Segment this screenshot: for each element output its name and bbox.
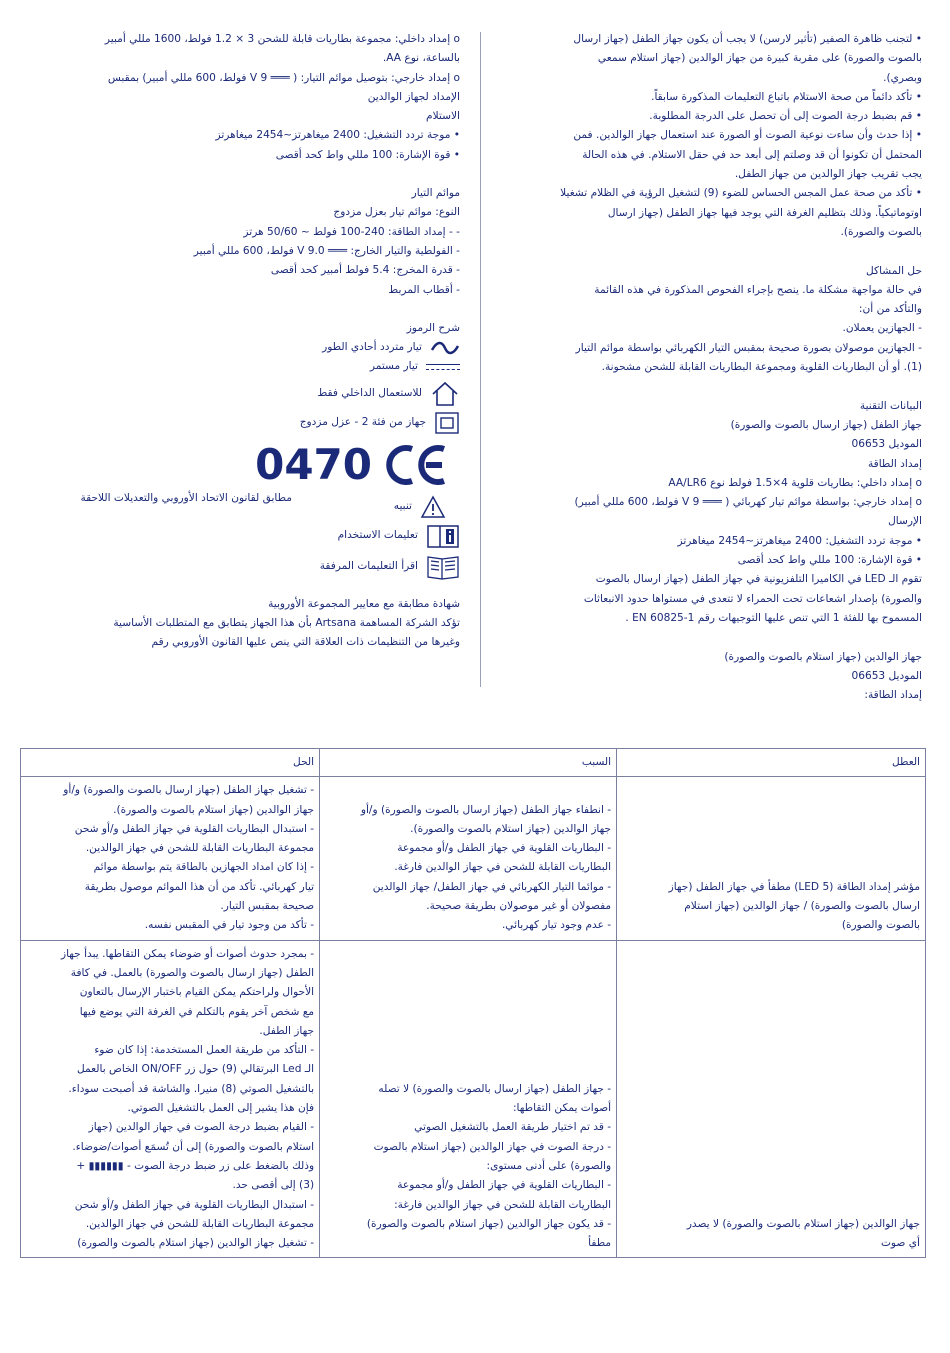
text-line: - أقطاب المربط [388,283,460,296]
cell-text-line: - بمجرد حدوث أصوات أو ضوضاء يمكن التقاطها. يبدأ جهاز [60,947,315,960]
cell-text-line: مجموعة البطاريات القابلة للشحن في جهاز الوالدين. [85,1217,315,1230]
cell-text-line: أصوات يمكن التقاطها: [512,1102,612,1115]
cell-text-line: جهاز الوالدين (جهاز استلام بالصوت والصورة). [113,803,315,816]
text-line: إمداد الطاقة [867,457,922,470]
cell-text-line: - تأكد من وجود تيار في المقبس نفسه. [144,919,315,932]
text-line: الموديل 06653 [851,669,922,682]
open-book-icon [426,553,460,581]
text-line: • لتجنب ظاهرة الصفير (تأثير لارسن) لا يجب أن يكون جهاز الطفل (جهاز ارسال [573,33,922,45]
text-line: في حالة مواجهة مشكلة ما. ينصح بإجراء الفحوص المذكورة في هذه القائمة [594,283,922,296]
text-line: بالصوت والصورة). [840,225,922,238]
cell-text-line: البطاريات القابلة للشحن في جهاز الوالدين فارغة: [394,1198,612,1211]
cell-text-line: - التأكد من طريقة العمل المستخدمة: إذا كان ضوء [94,1044,315,1057]
text-line: • تأكد دائماً من صحة الاستلام باتباع التعليمات المذكورة سابقاً. [651,90,922,103]
text-line: البيانات التقنية [859,399,922,412]
text-line: • قوة الإشارة: 100 مللي واط كحد أقصى [275,148,460,161]
cell-text-line: بالصوت والصورة) [841,919,920,932]
symbol-ce [40,440,460,490]
text-line: وغيرها من التنظيمات ذات العلاقة التي ينص عليها القانون الأوروبي رقم [151,636,460,649]
cell-text-line: - البطاريات القلوية في جهاز الطفل و/أو مجموعة [397,842,612,855]
cell-solution [21,777,320,940]
troubleshooting-table [20,748,926,1258]
cell-text-line: مجموعة البطاريات القابلة للشحن في جهاز الوالدين. [85,842,315,855]
cell-text-line: أي صوت [880,1237,920,1250]
symbol-instructions [40,523,460,549]
right-column [504,30,922,705]
cell-text-line: استلام بالصوت والصورة) إلى أن تُسمَع أصوات/ضوضاء. [72,1140,315,1153]
text-line: بالصوت والصورة) على مقربة كبيرة من جهاز الوالدين (جهاز استلام سمعي [597,52,922,65]
symbol-dc [40,357,460,376]
cell-text-line: - جهاز الطفل (جهاز ارسال بالصوت والصورة) لا تصله [378,1082,612,1095]
house-icon [430,381,460,407]
text-line: المسموح بها للفئة 1 التي تنص عليها التوجيهات رقم EN 60825-1 . [625,611,922,624]
cell-text-line: - إذا كان امداد الجهازين بالطاقة يتم بواسطة موائم [93,861,315,874]
header-solution: الحل [21,749,320,777]
symbol-ac-label: تيار متردد أحادي الطور [322,341,422,354]
cell-text-line: جهاز الوالدين (جهاز استلام بالصوت والصورة) لا يصدر [686,1217,920,1230]
cell-text-line: (3) إلى أقصى حد. [232,1179,315,1192]
text-line: تقوم الـ LED في الكاميرا التلفزيونية في جهاز الطفل (جهاز ارسال بالصوت [595,573,922,586]
cell-text-line: والصورة) على أدنى مستوى: [486,1159,612,1172]
cell-text-line: الـ Led البرتقالي (9) حول زر ON/OFF الخاص بالعمل [77,1063,315,1076]
cell-text-line: مع شخص آخر يقوم بالتكلم في الغرفة التي يوضع فيها [79,1005,315,1018]
text-line: o إمداد خارجي: بواسطة موائم تيار كهربائي ( ═══ V 9 فولط، 600 مللي أمبير) [574,496,922,509]
text-line: • إذا حدث وأن ساءت نوعية الصوت أو الصورة عند استعمال جهاز الوالدين. فمن [573,129,922,142]
text-line: o إمداد داخلي: بطاريات قلوية 4×1.5 فولط نوع AA/LR6 [668,476,922,489]
cell-text-line: صحيحة بمقبس التيار. [220,900,315,913]
cell-fault [617,940,926,1258]
text-line: • قم بضبط درجة الصوت إلى أن تحصل على الدرجة المطلوبة. [649,110,922,123]
text-line [504,628,922,647]
symbol-read-manual-label: اقرأ التعليمات المرفقة [319,560,418,573]
text-line: • موجة تردد التشغيل: 2400 ميغاهرتز~2454 ميغاهرتز [215,129,460,142]
symbol-dc-label: تيار مستمر [369,360,418,373]
text-line [504,377,922,396]
text-line: - الفولطية والتيار الخارج: ═══ V 9.0 فولط، 600 مللي أمبير [193,244,460,257]
text-line: تؤكد الشركة المساهمة Artsana بأن هذا الجهاز يتطابق مع المتطلبات الأساسية [113,617,460,630]
cell-text-line: بالتشغيل الصوتي (8) منيرا. والشاشة قد أصبحت سوداء. [68,1082,315,1095]
symbol-indoor-label: للاستعمال الداخلي فقط [317,387,422,400]
text-line: • تأكد من صحة عمل المجس الحساس للضوء (9) لتشغيل الرؤية في الظلام تشغيلا [560,187,922,200]
text-line: o إمداد داخلي: مجموعة بطاريات قابلة للشحن 3 × 1.2 فولط، 1600 مللي أمبير [104,33,460,45]
text-line: إمداد الطاقة: [864,689,922,702]
text-line: (1). أو أن البطاريات القلوية ومجموعة البطاريات القابلة للشحن مشحونة. [601,361,922,374]
cell-text-line: تيار كهربائي. تأكد من أن هذا الموائم موصول بطريقة [84,880,315,893]
symbol-indoor [40,381,460,407]
adapter-section [40,184,460,300]
text-line: - الجهازين موصولان بصورة صحيحة بمقبس التيار الكهربائي بواسطة موائم التيار [575,341,922,354]
symbol-class2 [40,411,460,435]
text-line: المحتمل أن تكونوا أن قد وصلتم إلى أبعد حد في حقل الاستلام. في هذه الحالة [582,148,922,161]
table-header-row [21,749,926,777]
ac-current-icon [430,341,460,355]
text-line: o إمداد خارجي: بتوصيل موائم التيار: ( ═══ V 9 فولط، 600 مللي أمبير) بمقبس [107,71,460,84]
text-line: جهاز الطفل (جهاز ارسال بالصوت والصورة) [730,418,922,431]
cell-text-line: - قد تم اختيار طريقة العمل بالتشغيل الصوتي [414,1121,612,1134]
cell-text-line: - القيام بضبط درجة الصوت في جهاز الوالدين (جهاز [88,1121,315,1134]
text-line: الإمداد لجهاز الوالدين [367,90,460,103]
symbol-read-manual [40,553,460,581]
text-line: وبصري). [883,71,922,84]
text-line: - - إمداد الطاقة: 240-100 فولط ~ 50/60 هرتز [243,225,460,238]
cell-text-line: - البطاريات القلوية في جهاز الطفل و/أو مجموعة [397,1179,612,1192]
text-line: - الجهازين يعملان. [842,322,922,335]
symbols-title: شرح الرموز [406,321,460,334]
header-fault: العطل [617,749,926,777]
cell-text-line: وذلك بالضغط على زر ضبط درجة الصوت - ▮▮▮▮▮▮ + [76,1159,315,1172]
text-line [504,242,922,261]
cell-fault [617,777,926,940]
left-column [40,30,460,653]
cell-solution [21,940,320,1258]
text-line: الإرسال [888,515,922,528]
cell-text-line: مؤشر إمداد الطاقة (5 LED) مطفأ في جهاز الطفل (جهاز [668,880,920,893]
dc-current-icon [426,363,460,372]
column-divider [480,32,481,687]
text-line: اوتوماتيكياً. وذلك بتظليم الغرفة التي يوجد فيها جهاز الطفل (جهاز ارسال [607,206,922,219]
text-line: شهادة مطابقة مع معايير المجموعة الأوروبية [268,597,460,610]
text-line: جهاز الوالدين (جهاز استلام بالصوت والصورة) [724,650,922,663]
text-line: • قوة الإشارة: 100 مللي واط كحد أقصى [737,554,922,567]
cell-text-line: - انطفاء جهاز الطفل (جهاز ارسال بالصوت والصورة) و/أو [360,803,612,816]
symbol-ce-label: مطابق لقانون الاتحاد الأوروبي والتعديلات اللاحقة [80,492,292,504]
header-cause: السبب [320,749,617,777]
cell-text-line: - موائما التيار الكهربائي في جهاز الطفل/ جهاز الوالدين [372,880,612,893]
cell-text-line: الطفل (جهاز ارسال بالصوت والصورة) بالعمل. في كافة [70,966,315,979]
text-line: الموديل 06653 [851,438,922,451]
text-line: والتأكد من أن: [858,303,922,316]
cell-text-line: - تشغيل جهاز الطفل (جهاز ارسال بالصوت والصورة) و/أو [63,784,315,797]
table-row [21,940,926,1258]
cell-text-line: - قد يكون جهاز الوالدين (جهاز استلام بالصوت والصورة) [366,1217,612,1230]
cell-text-line: جهاز الوالدين (جهاز استلام بالصوت والصورة). [410,822,612,835]
cell-text-line: - استبدال البطاريات القلوية في جهاز الطفل و/أو شحن [74,822,315,835]
cell-text-line: - تشغيل جهاز الوالدين (جهاز استلام بالصوت والصورة) [77,1237,315,1250]
cell-text-line: مطفأ [588,1237,612,1250]
symbol-ac [40,338,460,357]
text-line: النوع: موائم تيار بعزل مزدوج [333,206,460,219]
text-line: بالساعة، نوع AA. [382,52,460,65]
text-line: يجب تقريب جهاز الوالدين من جهاز الطفل. [734,168,922,181]
text-line: حل المشاكل [866,264,922,277]
table-row [21,777,926,940]
warning-icon [420,495,446,519]
symbol-warning-label: تنبيه [393,500,412,513]
cell-text-line: البطاريات القابلة للشحن في جهاز الوالدين فارغة. [394,861,612,874]
cell-text-line: - عدم وجود تيار كهربائي. [501,919,612,932]
power-section [40,30,460,165]
text-line: • موجة تردد التشغيل: 2400 ميغاهرتز~2454 ميغاهرتز [677,534,922,547]
ce-number: 0470 [255,440,372,490]
cell-text-line: - درجة الصوت في جهاز الوالدين (جهاز استلام بالصوت [373,1140,612,1153]
ce-mark-icon [382,443,450,487]
cell-text-line: فإن هذا يشير إلى العمل بالتشغيل الصوتي. [127,1102,315,1115]
text-line: والصورة) بإصدار اشعاعات تحت الحمراء لا تتعدى في مستواها حدود الانبعاثات [583,592,922,605]
cell-text-line: جهاز الطفل. [259,1024,315,1037]
double-insulation-icon [434,411,460,435]
info-book-icon [426,523,460,549]
cell-text-line: مفصولان أو غير موصولان بطريقة صحيحة. [426,900,612,913]
cell-cause [320,777,617,940]
cell-cause [320,940,617,1258]
text-line: موائم التيار [411,187,460,200]
symbol-instructions-label: تعليمات الاستخدام [337,529,418,542]
symbol-class2-label: جهاز من فئة 2 - عزل مزدوج [299,416,426,429]
conformity-section [40,595,460,653]
cell-text-line: ارسال بالصوت والصورة) / جهاز الوالدين (جهاز استلام [684,900,920,913]
cell-text-line: الأحوال ولراحتكم يمكن القيام باختبار الإرسال بالتعاون [79,986,315,999]
text-line: الاستلام [426,110,460,123]
cell-text-line: - استبدال البطاريات القلوية في جهاز الطفل و/أو شحن [74,1198,315,1211]
text-line: - قدرة المخرج: 5.4 فولط أمبير كحد أقصى [270,264,460,277]
